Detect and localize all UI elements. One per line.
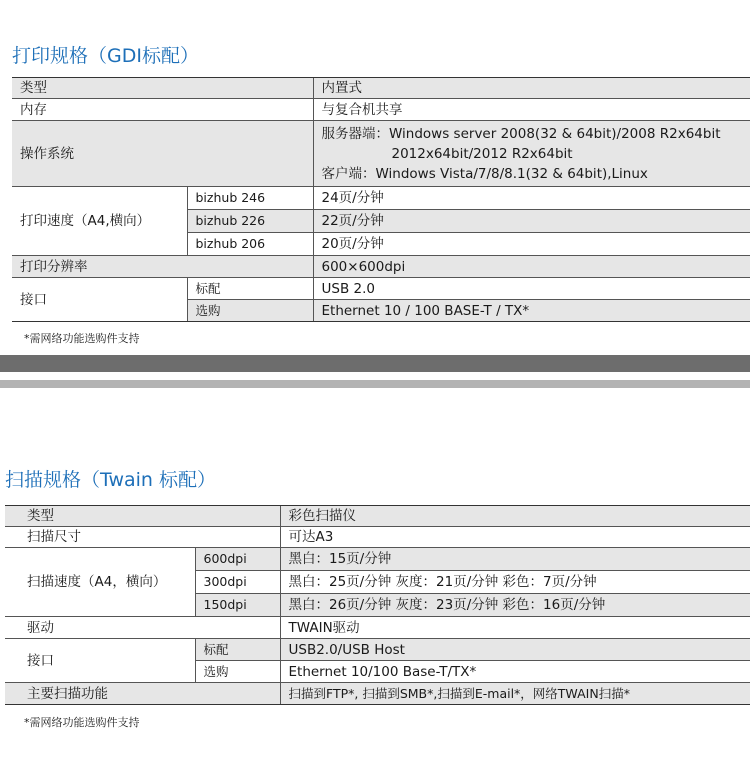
table-row (5, 683, 750, 705)
table-row (5, 506, 750, 527)
speed-dpi: 150dpi (195, 594, 280, 617)
os-label: 操作系统 (12, 121, 313, 187)
scan-interface-opt-value: Ethernet 10/100 Base-T/TX* (280, 661, 750, 683)
scan-interface-std-value: USB2.0/USB Host (280, 639, 750, 661)
scan-interface-std-label: 标配 (195, 639, 280, 661)
print-spec-table (12, 77, 750, 322)
table-row (5, 548, 750, 571)
interface-label: 接口 (12, 278, 187, 322)
scan-size-value: 可达A3 (280, 527, 750, 548)
scan-interface-opt-label: 选购 (195, 661, 280, 683)
os-client-line: 客户端：Windows Vista/7/8/8.1(32 & 64bit),Linux (321, 165, 648, 182)
type-value: 内置式 (313, 78, 750, 99)
table-row (5, 527, 750, 548)
scan-spec-table (5, 505, 750, 705)
table-row (12, 99, 750, 121)
speed-model: bizhub 206 (187, 233, 313, 256)
scan-type-value: 彩色扫描仪 (280, 506, 750, 527)
speed-dpi: 600dpi (195, 548, 280, 571)
speed-value: 24页/分钟 (313, 187, 750, 210)
scan-section-title: 扫描规格（Twain 标配） (5, 469, 217, 491)
resolution-label: 打印分辨率 (12, 256, 313, 278)
resolution-value: 600×600dpi (313, 256, 750, 278)
table-row (5, 639, 750, 661)
table-row (12, 121, 750, 187)
divider-bar-dark (0, 355, 750, 372)
table-row (12, 278, 750, 300)
os-value (313, 121, 750, 187)
os-server-line: 服务器端：Windows server 2008(32 & 64bit)/2008 R2x64bit (321, 125, 721, 142)
scan-footnote: *需网络功能选购件支持 (24, 716, 140, 729)
os-server-line-cont: 2012x64bit/2012 R2x64bit (391, 145, 573, 162)
scan-function-label: 主要扫描功能 (5, 683, 280, 705)
scan-interface-label: 接口 (5, 639, 195, 683)
print-speed-label: 打印速度（A4,横向） (12, 187, 187, 256)
table-row (12, 256, 750, 278)
driver-value: TWAIN驱动 (280, 617, 750, 639)
speed-value: 22页/分钟 (313, 210, 750, 233)
print-footnote: *需网络功能选购件支持 (24, 332, 140, 345)
speed-value: 黑白：26页/分钟 灰度：23页/分钟 彩色：16页/分钟 (280, 594, 750, 617)
memory-label: 内存 (12, 99, 313, 121)
scan-type-label: 类型 (5, 506, 280, 527)
speed-value: 黑白：25页/分钟 灰度：21页/分钟 彩色：7页/分钟 (280, 571, 750, 594)
speed-dpi: 300dpi (195, 571, 280, 594)
scan-function-value: 扫描到FTP*, 扫描到SMB*,扫描到E-mail*，网络TWAIN扫描* (280, 683, 750, 705)
driver-label: 驱动 (5, 617, 280, 639)
print-section-title: 打印规格（GDI标配） (12, 45, 199, 67)
memory-value: 与复合机共享 (313, 99, 750, 121)
speed-value: 20页/分钟 (313, 233, 750, 256)
table-row (12, 78, 750, 99)
interface-opt-value: Ethernet 10 / 100 BASE-T / TX* (313, 300, 750, 322)
type-label: 类型 (12, 78, 313, 99)
scan-speed-label: 扫描速度（A4，横向） (5, 548, 195, 617)
table-row (12, 187, 750, 210)
speed-model: bizhub 246 (187, 187, 313, 210)
speed-model: bizhub 226 (187, 210, 313, 233)
scan-size-label: 扫描尺寸 (5, 527, 280, 548)
interface-std-value: USB 2.0 (313, 278, 750, 300)
interface-std-label: 标配 (187, 278, 313, 300)
table-row (5, 617, 750, 639)
interface-opt-label: 选购 (187, 300, 313, 322)
divider-bar-light (0, 380, 750, 388)
speed-value: 黑白：15页/分钟 (280, 548, 750, 571)
